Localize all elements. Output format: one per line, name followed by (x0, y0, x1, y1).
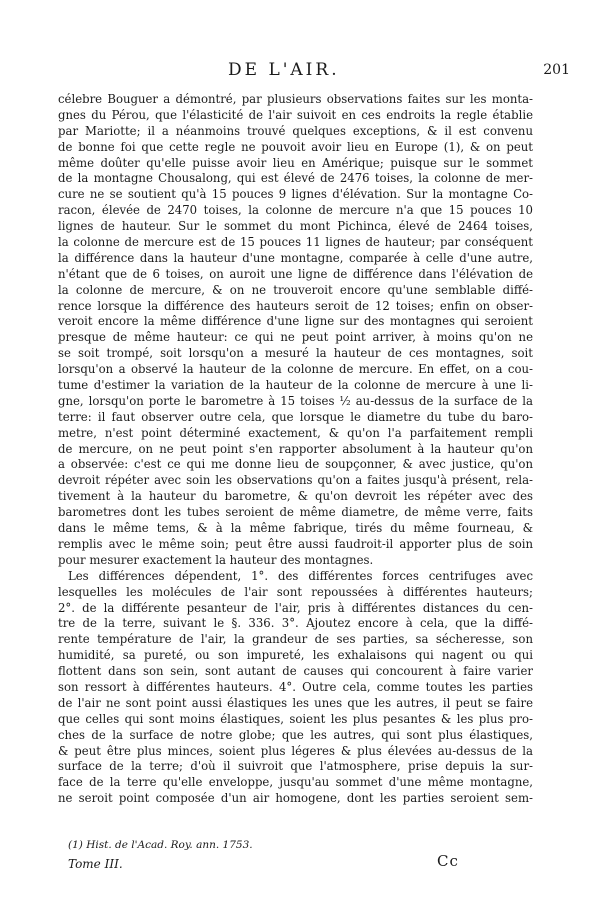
text-line: tre de la terre, suivant le §. 336. 3°. Ajoutez encore à cela, que la diffé- (58, 616, 533, 631)
text-line: lorsqu'on a observé la hauteur de la colonne de mercure. En effet, on a cou- (58, 362, 533, 377)
body-text (58, 92, 533, 807)
volume-label: Tome III. (68, 857, 123, 871)
text-line: même doûter qu'elle puisse avoir lieu en Amérique; puisque sur le sommet (58, 155, 533, 170)
text-line: de l'air ne sont point aussi élastiques les unes que les autres, il peut se faire (58, 695, 533, 710)
text-line: cure ne se soutient qu'à 15 pouces 9 lignes d'élévation. Sur la montagne Co- (58, 187, 533, 202)
text-line: lesquelles les molécules de l'air sont repoussées à différentes hauteurs; (58, 584, 533, 599)
text-line: terre: il faut observer outre cela, que lorsque le diametre du tube du baro- (58, 409, 533, 424)
text-line: a observée: c'est ce qui me donne lieu de soupçonner, & avec justice, qu'on (58, 457, 533, 472)
text-line: tume d'estimer la variation de la hauteur de la colonne de mercure à une li- (58, 378, 533, 393)
text-line: tivement à la hauteur du barometre, & qu'on devroit les répéter avec des (58, 489, 533, 504)
text-line: se soit trompé, soit lorsqu'on a mesuré la hauteur de ces montagnes, soit (58, 346, 533, 361)
text-line: la colonne de mercure, & on ne trouveroit encore qu'une semblable diffé- (58, 282, 533, 297)
text-line: son ressort à différentes hauteurs. 4°. Outre cela, comme toutes les parties (58, 679, 533, 694)
text-line: ches de la surface de notre globe; que les autres, qui sont plus élastiques, (58, 727, 533, 742)
text-line: rence lorsque la différence des hauteurs seroit de 12 toises; enfin on obser- (58, 298, 533, 313)
text-line: gnes du Pérou, que l'élasticité de l'air suivoit en ces endroits la regle établie (58, 107, 533, 122)
text-line: flottent dans son sein, sont autant de causes qui concourent à faire varier (58, 664, 533, 679)
text-line: metre, n'est point déterminé exactement, & qu'on l'a parfaitement rempli (58, 425, 533, 440)
text-line: devroit répéter avec soin les observations qu'on a faites jusqu'à présent, rela- (58, 473, 533, 488)
text-line: pour mesurer exactement la hauteur des montagnes. (58, 552, 374, 567)
text-line: n'étant que de 6 toises, on auroit une ligne de différence dans l'élévation de (58, 266, 533, 281)
text-line: par Mariotte; il a néanmoins trouvé quelques exceptions, & il est convenu (58, 123, 533, 138)
text-line: presque de même hauteur: ce qui ne peut point arriver, à moins qu'on ne (58, 330, 533, 345)
text-line: la colonne de mercure est de 15 pouces 11 lignes de hauteur; par conséquent (58, 235, 533, 250)
text-line: remplis avec le même soin; peut être aussi faudroit-il apporter plus de soin (58, 536, 533, 551)
text-line: de la montagne Chousalong, qui est élevé de 2476 toises, la colonne de mer- (58, 171, 533, 186)
signature-mark: Cc (437, 852, 459, 870)
text-line: veroit encore la même différence d'une ligne sur des montagnes qui seroient (58, 314, 533, 329)
text-line: que celles qui sont moins élastiques, soient les plus pesantes & les plus pro- (58, 711, 533, 726)
running-head: DE L'AIR. (228, 60, 340, 80)
text-line: Les différences dépendent, 1°. des différentes forces centrifuges avec (68, 568, 533, 583)
text-line: la différence dans la hauteur d'une montagne, comparée à celle d'une autre, (58, 250, 533, 265)
text-line: célebre Bouguer a démontré, par plusieurs observations faites sur les monta- (58, 92, 533, 106)
text-line: dans le même tems, & à la même fabrique, tirés du même fourneau, & (58, 521, 533, 536)
text-line: de bonne foi que cette regle ne pouvoit avoir lieu en Europe (1), & on peut (58, 139, 533, 154)
text-line: & peut être plus minces, soient plus légeres & plus élevées au-dessus de la (58, 743, 533, 758)
text-line: rente température de l'air, la grandeur de ses parties, sa sécheresse, son (58, 632, 533, 647)
footnote: (1) Hist. de l'Acad. Roy. ann. 1753. (68, 839, 253, 851)
text-line: surface de la terre; d'où il suivroit que l'atmosphere, prise depuis la sur- (58, 759, 533, 774)
text-line: face de la terre qu'elle enveloppe, jusqu'au sommet d'une même montagne, (58, 775, 533, 790)
text-line: humidité, sa pureté, ou son impureté, les exhalaisons qui nagent ou qui (58, 648, 533, 663)
page-number: 201 (543, 62, 570, 78)
text-line: gne, lorsqu'on porte le barometre à 15 toises ½ au-dessus de la surface de la (58, 393, 533, 408)
text-line: 2°. de la différente pesanteur de l'air, pris à différentes distances du cen- (58, 600, 533, 615)
text-line: racon, élevée de 2470 toises, la colonne de mercure n'a que 15 pouces 10 (58, 203, 533, 218)
text-line: de mercure, on ne peut point s'en rapporter absolument à la hauteur qu'on (58, 441, 533, 456)
text-line: barometres dont les tubes seroient de même diametre, de même verre, faits (58, 505, 533, 520)
text-line: lignes de hauteur. Sur le sommet du mont Pichinca, élevé de 2464 toises, (58, 219, 533, 234)
text-line: ne seroit point composée d'un air homogene, dont les parties seroient sem- (58, 791, 533, 806)
